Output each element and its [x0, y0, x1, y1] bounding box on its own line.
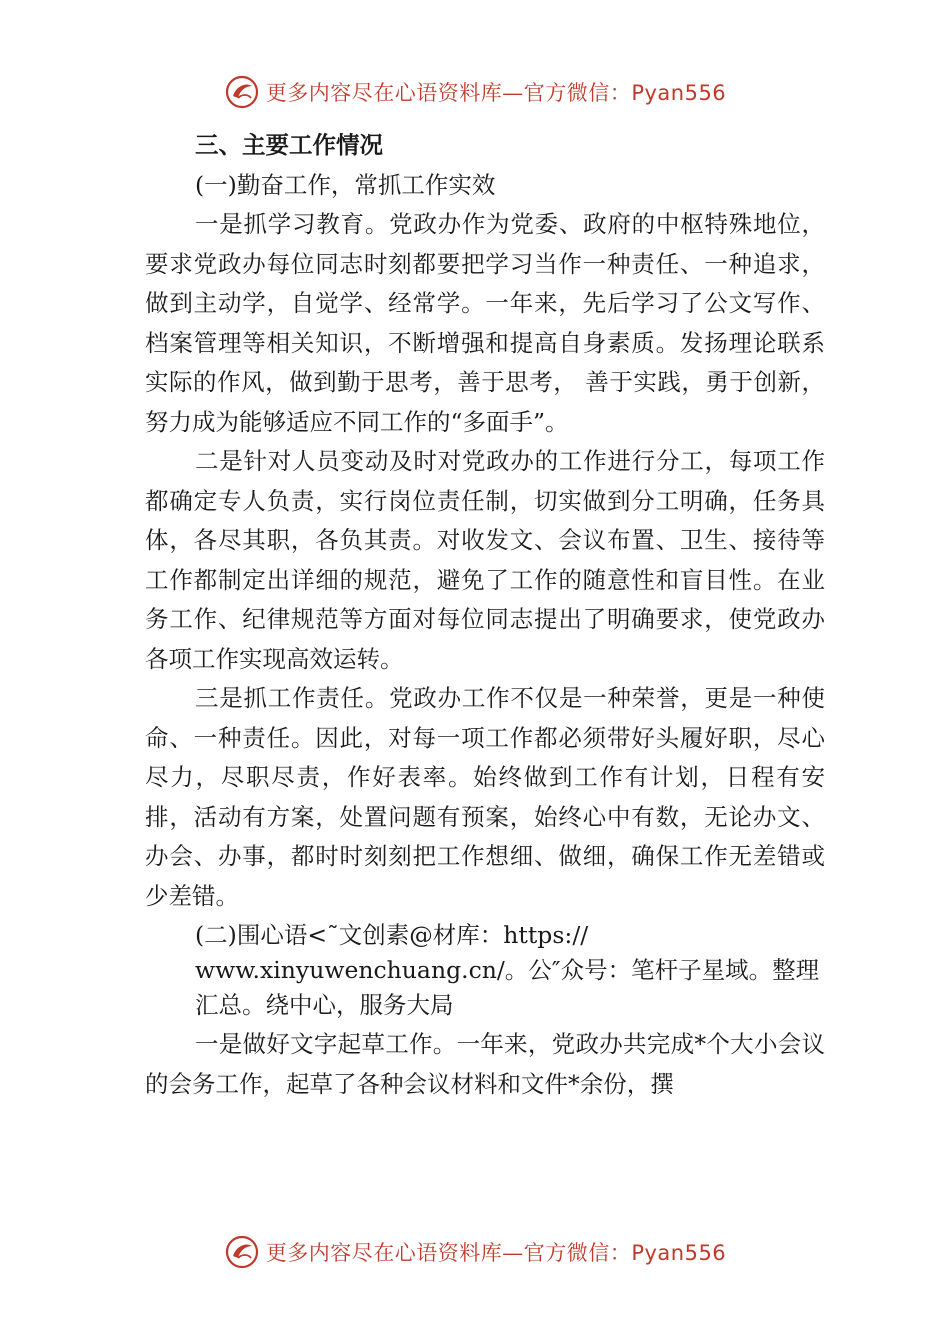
brand-logo-icon [224, 1234, 260, 1270]
section-2-title-line2: www.xinyuwenchuang.cn/。公″众号：笔杆子星域。整理 [195, 956, 820, 984]
section-2-title [145, 918, 825, 1023]
banner-text: 更多内容尽在心语资料库—官方微信：Pyan556 [265, 1241, 727, 1265]
banner-text: 更多内容尽在心语资料库—官方微信：Pyan556 [265, 81, 727, 105]
paragraph-responsibility: 三是抓工作责任。党政办工作不仅是一种荣誉，更是一种使命、一种责任。因此，对每一项工作都必须带好头履好职，尽心尽力，尽职尽责，作好表率。始终做到工作有计划，日程有安排，活动有方案，处置问题有预案，始终心中有数，无论办文、办会、办事，都时时刻刻把工作想细、做细，确保工作无差错或少差错。 [145, 684, 825, 910]
wechat-handle: Pyan556 [631, 1241, 727, 1265]
section-1-title: (一)勤奋工作，常抓工作实效 [195, 170, 496, 199]
section-2-title-line3: 汇总。绕中心，服务大局 [195, 991, 454, 1019]
header-watermark-banner [0, 70, 950, 114]
footer-watermark-banner [0, 1230, 950, 1274]
section-2-title-line1: (二)围心语<˜文创素@材库：https:// [195, 921, 589, 949]
document-body [145, 126, 825, 1104]
paragraph-study: 一是抓学习教育。党政办作为党委、政府的中枢特殊地位，要求党政办每位同志时刻都要把学习当作一种责任、一种追求，做到主动学，自觉学、经常学。一年来，先后学习了公文写作、档案管理等相关知识，不断增强和提高自身素质。发扬理论联系实际的作风，做到勤于思考，善于思考， 善于实践，勇于创新，努力成为能够适应不同工作的“多面手”。 [145, 210, 825, 436]
heading-main-work: 三、主要工作情况 [195, 131, 383, 159]
wechat-handle: Pyan556 [631, 81, 727, 105]
brand-logo-icon [224, 74, 260, 110]
paragraph-division: 二是针对人员变动及时对党政办的工作进行分工，每项工作都确定专人负责，实行岗位责任制，切实做到分工明确，任务具体，各尽其职，各负其责。对收发文、会议布置、卫生、接待等工作都制定出详细的规范，避免了工作的随意性和盲目性。在业务工作、纪律规范等方面对每位同志提出了明确要求，使党政办各项工作实现高效运转。 [145, 447, 825, 673]
paragraph-drafting: 一是做好文字起草工作。一年来，党政办共完成*个大小会议的会务工作，起草了各种会议材料和文件*余份，撰 [145, 1030, 825, 1098]
